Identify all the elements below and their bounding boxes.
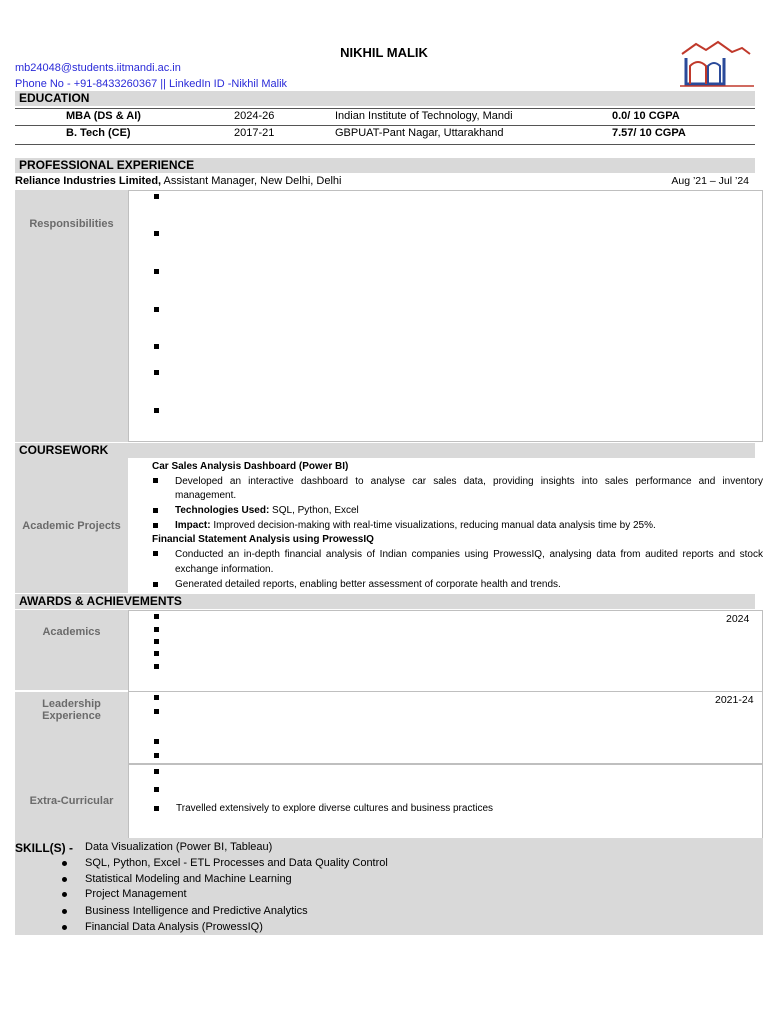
- skill-item: Business Intelligence and Predictive Analytics: [85, 905, 308, 917]
- leadership-label: Leadership Experience: [15, 692, 128, 764]
- bullet-icon: [62, 909, 67, 914]
- coursework-header: COURSEWORK: [15, 443, 755, 458]
- project-bullet: Conducted an in-depth financial analysis of Indian companies using ProwessIQ, analysing data from audited reports and stock: [175, 549, 763, 560]
- institute: Indian Institute of Technology, Mandi: [335, 110, 513, 122]
- degree: B. Tech (CE): [66, 127, 131, 139]
- academics-label: Academics: [15, 610, 128, 690]
- projects-cell: [128, 458, 763, 593]
- project-bullet: Developed an interactive dashboard to analyse car sales data, providing insights into sales performance and inventory: [175, 476, 763, 487]
- bullet-icon: [62, 861, 67, 866]
- bullet-icon: [154, 709, 159, 714]
- leadership-year: 2021-24: [715, 694, 754, 706]
- bullet-icon: [154, 344, 159, 349]
- skill-item: Financial Data Analysis (ProwessIQ): [85, 921, 263, 933]
- bullet-icon: [62, 877, 67, 882]
- project-bullet-cont: exchange information.: [175, 564, 274, 575]
- skill-item: Project Management: [85, 888, 187, 900]
- bullet-icon: [154, 739, 159, 744]
- experience-header: PROFESSIONAL EXPERIENCE: [15, 158, 755, 173]
- role: Assistant Manager, New Delhi, Delhi: [161, 175, 342, 187]
- bullet-icon: [153, 508, 158, 513]
- skill-item: Statistical Modeling and Machine Learning: [85, 873, 292, 885]
- project-bullet: Impact: Improved decision-making with real-time visualizations, reducing manual data analysis time by 25%.: [175, 520, 656, 531]
- bullet-icon: [154, 269, 159, 274]
- candidate-name: NIKHIL MALIK: [340, 45, 428, 60]
- bullet-icon: [154, 787, 159, 792]
- responsibilities-cell: [128, 190, 763, 442]
- bullet-icon: [154, 664, 159, 669]
- email-link[interactable]: mb24048@students.iitmandi.ac.in: [15, 62, 181, 74]
- project-bullet: Generated detailed reports, enabling better assessment of corporate health and trends.: [175, 579, 561, 590]
- project-bullet-cont: management.: [175, 490, 237, 501]
- bullet-icon: [154, 651, 159, 656]
- bullet-icon: [154, 753, 159, 758]
- project-title: Financial Statement Analysis using ProwessIQ: [152, 534, 374, 545]
- institute: GBPUAT-Pant Nagar, Uttarakhand: [335, 127, 504, 139]
- bullet-icon: [154, 231, 159, 236]
- bullet-icon: [154, 769, 159, 774]
- skills-title: SKILL(S) -: [15, 841, 73, 855]
- extra-curricular-label: Extra-Curricular: [15, 764, 128, 838]
- leadership-cell: [128, 691, 763, 764]
- bullet-icon: [154, 627, 159, 632]
- years: 2017-21: [234, 127, 275, 139]
- bullet-icon: [154, 695, 159, 700]
- iit-mandi-logo: [676, 40, 758, 90]
- bullet-icon: [154, 639, 159, 644]
- bullet-icon: [62, 925, 67, 930]
- score: 7.57/ 10 CGPA: [612, 127, 686, 139]
- skill-item: Data Visualization (Power BI, Tableau): [85, 841, 273, 853]
- extra-curricular-cell: [128, 764, 763, 839]
- project-bullet: Technologies Used: SQL, Python, Excel: [175, 505, 359, 516]
- education-header: EDUCATION: [15, 91, 755, 106]
- bullet-icon: [154, 370, 159, 375]
- academic-projects-label: Academic Projects: [15, 458, 128, 593]
- divider: [15, 144, 755, 145]
- bullet-icon: [154, 194, 159, 199]
- extra-curricular-item: Travelled extensively to explore diverse cultures and business practices: [176, 803, 494, 814]
- education-row: [15, 125, 755, 141]
- skills-section: [15, 838, 763, 935]
- academics-cell: [128, 610, 763, 692]
- skill-item: SQL, Python, Excel - ETL Processes and Data Quality Control: [85, 857, 388, 869]
- education-row: [15, 108, 755, 124]
- years: 2024-26: [234, 110, 275, 122]
- bullet-icon: [62, 892, 67, 897]
- academics-year: 2024: [726, 613, 750, 625]
- bullet-icon: [154, 307, 159, 312]
- company-name: Reliance Industries Limited,: [15, 175, 162, 187]
- score: 0.0/ 10 CGPA: [612, 110, 680, 122]
- bullet-icon: [154, 614, 159, 619]
- bullet-icon: [153, 582, 158, 587]
- experience-line: [15, 175, 755, 187]
- bullet-icon: [153, 478, 158, 483]
- bullet-icon: [154, 408, 159, 413]
- project-title: Car Sales Analysis Dashboard (Power BI): [152, 461, 349, 472]
- bullet-icon: [154, 806, 159, 811]
- awards-header: AWARDS & ACHIEVEMENTS: [15, 594, 755, 609]
- bullet-icon: [153, 551, 158, 556]
- experience-dates: Aug ’21 – Jul ’24: [671, 175, 749, 187]
- responsibilities-label: Responsibilities: [15, 190, 128, 442]
- bullet-icon: [153, 523, 158, 528]
- phone-linkedin-line[interactable]: Phone No - +91-8433260367 || LinkedIn ID -Nikhil Malik: [15, 78, 288, 90]
- degree: MBA (DS & AI): [66, 110, 141, 122]
